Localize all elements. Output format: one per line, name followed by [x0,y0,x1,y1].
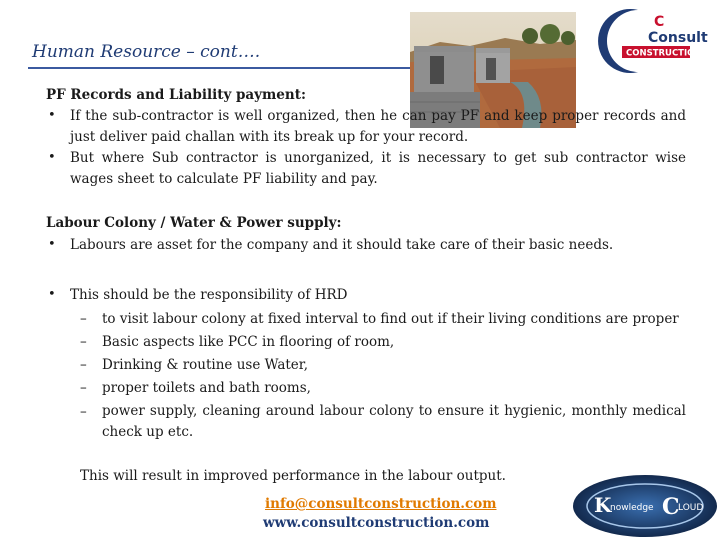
consult-construction-logo [608,6,708,76]
bullet-icon: • [48,150,56,165]
dash-icon: – [80,311,87,327]
knowledge-cloud-logo [572,470,718,538]
svg-text:Consult: Consult [648,30,708,46]
website-link[interactable]: www.consultconstruction.com [263,515,490,531]
svg-text:CONSTRUCTION: CONSTRUCTION [626,48,702,59]
svg-text:K: K [594,493,612,517]
bullet-icon: • [48,287,56,302]
conclusion-text: This will result in improved performance in the labour output. [80,468,506,484]
bullet-text: But where Sub contractor is unorganized, it is necessary to get sub contractor wise wages sheet to calculate PF liability and pay. [70,150,686,187]
slide-title: Human Resource – cont…. [32,42,261,62]
email-link[interactable]: info@consultconstruction.com [265,496,497,512]
bullet-text: This should be the responsibility of HRD [70,287,348,303]
bullet-icon: • [48,108,56,123]
svg-text:C: C [654,14,665,30]
sub-bullet-text: Drinking & routine use Water, [102,357,309,373]
sub-bullet-text: proper toilets and bath rooms, [102,380,311,396]
section-heading-labour-colony: Labour Colony / Water & Power supply: [46,215,342,231]
sub-bullet-text: to visit labour colony at fixed interval to find out if their living conditions are proper [102,311,679,327]
svg-text:nowledge: nowledge [610,503,654,513]
dash-icon: – [80,334,87,350]
dash-icon: – [80,404,87,420]
dash-icon: – [80,380,87,396]
bullet-text: Labours are asset for the company and it should take care of their basic needs. [70,237,614,253]
bullet-icon: • [48,237,56,252]
svg-text:LOUD: LOUD [678,503,704,513]
section-heading-pf: PF Records and Liability payment: [46,87,306,103]
dash-icon: – [80,357,87,373]
sub-bullet-text: Basic aspects like PCC in flooring of room, [102,334,395,350]
svg-text:C: C [662,494,680,520]
bullet-text: If the sub-contractor is well organized, then he can pay PF and keep proper records and just deliver paid challan with its break up for your record. [70,108,686,145]
sub-bullet-text: power supply, cleaning around labour colony to ensure it hygienic, monthly medical check up etc. [102,403,686,440]
